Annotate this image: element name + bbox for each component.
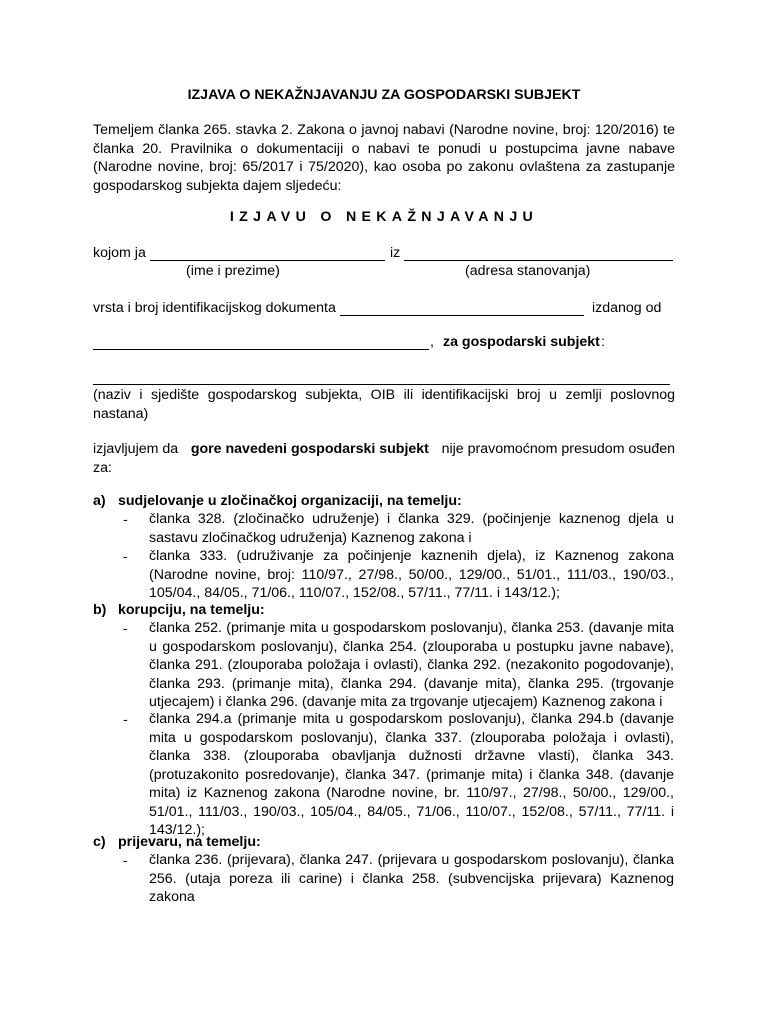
statement-line: za: [93,459,112,476]
intro-paragraph [93,121,675,195]
list-item [149,851,674,907]
id-document-field-line[interactable] [340,315,584,316]
iz-label: iz [390,245,401,261]
list-item-line: članka 252. (primanje mita u gospodarskom poslovanju), članka 253. (davanje mita [149,620,674,636]
section-letter: b) [93,602,107,618]
name-caption: (ime i prezime) [186,263,280,279]
list-dash: - [123,549,128,565]
list-dash: - [123,512,128,528]
section-letter: c) [93,834,106,850]
address-caption: (adresa stanovanja) [465,263,591,279]
issued-by-label: izdanog od [592,300,662,316]
list-item-line: članka 236. (prijevara), članka 247. (prijevara u gospodarskom poslovanju), članka [149,852,674,868]
list-item-line: mita) iz Kaznenog zakona (Narodne novine, br. 110/97., 27/98., 50/00., 129/00., [149,785,674,801]
list-item-line: 51/01., 111/03., 190/03., 105/04., 84/05., 71/06., 110/07., 152/08., 57/11., 77/11. i [149,803,674,820]
list-item-line: (Narodne novine, broj: 110/97., 27/98., 50/00., 129/00., 51/01., 111/03., 190/03., [149,566,674,583]
list-item-line: sastavu zločinačkog udruženja) Kaznenog zakona i [149,529,472,546]
list-dash: - [123,853,128,869]
list-item-line: utjecajem) i članka 296. (davanje mita za trgovanje utjecajem) Kaznenog zakona i [149,694,663,710]
list-item-line: mita u gospodarskom poslovanju), članka 337. (zlouporaba položaja i ovlasti), [149,729,674,746]
statement-text: izjavljujem da [93,441,179,457]
statement-paragraph [93,440,675,477]
list-item-line: 256. (utaja poreza ili carine) i članka 258. (subvencijska prijevara) Kaznenog [149,870,674,887]
list-item-line: članka 338. (zlouporaba obavljanja dužnosti državne vlasti), članka 343. [149,748,674,764]
list-item-line: članka 291. (zlouporaba položaja i ovlasti), članka 292. (nezakonito pogodovanje), [149,657,674,673]
list-item-line: 143/12.); [149,822,206,838]
company-field-line[interactable] [93,384,670,385]
section-heading: sudjelovanje u zločinačkoj organizaciji, na temelju: [118,493,462,509]
id-document-label: vrsta i broj identifikacijskog dokumenta [93,300,336,316]
list-dash: - [123,712,128,728]
list-item-line: 105/04., 84/05., 71/06., 110/07., 152/08., 57/11., 77/11. i 143/12.); [149,585,560,601]
list-item [149,510,674,547]
company-caption-line: (naziv i sjedište gospodarskog subjekta, OIB ili identifikacijski broj u zemlji poslovnog [93,387,675,403]
name-field-line[interactable] [150,260,385,261]
company-label: za gospodarski subjekt [443,334,600,350]
list-item-line: članka 328. (zločinačko udruženje) i članka 329. (počinjenje kaznenog djela u [149,511,674,527]
statement-bold: gore navedeni gospodarski subjekt [190,441,429,457]
statement-text: nije pravomoćnom presudom osuđen [441,441,675,457]
address-field-line[interactable] [404,260,673,261]
company-caption [93,386,675,423]
document-subtitle: IZJAVU O NEKAŽNJAVANJU [229,209,539,225]
kojom-ja-label: kojom ja [93,245,146,261]
colon: : [601,334,605,350]
list-item-line: zakona [149,889,195,905]
list-item-line: članka 294.a (primanje mita u gospodarskom poslovanju), članka 294.b (davanje [149,711,674,727]
statement-line [93,440,675,459]
issuer-field-line[interactable] [93,349,429,350]
list-item [149,619,674,712]
list-item-line: članka 333. (udruživanje za počinjenje kaznenih djela), iz Kaznenog zakona [149,548,674,564]
section-heading: prijevaru, na temelju: [118,834,261,850]
company-caption-line: nastana) [93,405,149,422]
list-item [149,710,674,840]
list-item [149,547,674,603]
document-title: IZJAVA O NEKAŽNJAVANJU ZA GOSPODARSKI SUBJEKT [187,87,581,103]
intro-line: (Narodne novine, broj: 65/2017 i 75/2020), kao osoba po zakonu ovlaštena za zastupanje [93,159,675,175]
intro-line: članka 20. Pravilnika o dokumentaciji o nabavi te ponudi u postupcima javne nabave [93,140,675,157]
comma: , [430,334,434,350]
list-item-line: u gospodarskom poslovanju), članka 254. (zlouporaba u postupku javne nabave), [149,638,674,655]
intro-line: gospodarskog subjekta dajem sljedeću: [93,177,342,194]
section-heading: korupciju, na temelju: [118,602,265,618]
list-item-line: (protuzakonito posredovanje), članka 347. (primanje mita) i članka 348. (davanje [149,766,674,783]
list-dash: - [123,621,128,637]
section-letter: a) [93,493,106,509]
list-item-line: članka 293. (primanje mita), članka 294. (davanje mita), članka 295. (trgovanje [149,675,674,692]
intro-line: Temeljem članka 265. stavka 2. Zakona o javnoj nabavi (Narodne novine, broj: 120/2016) te [93,122,675,138]
